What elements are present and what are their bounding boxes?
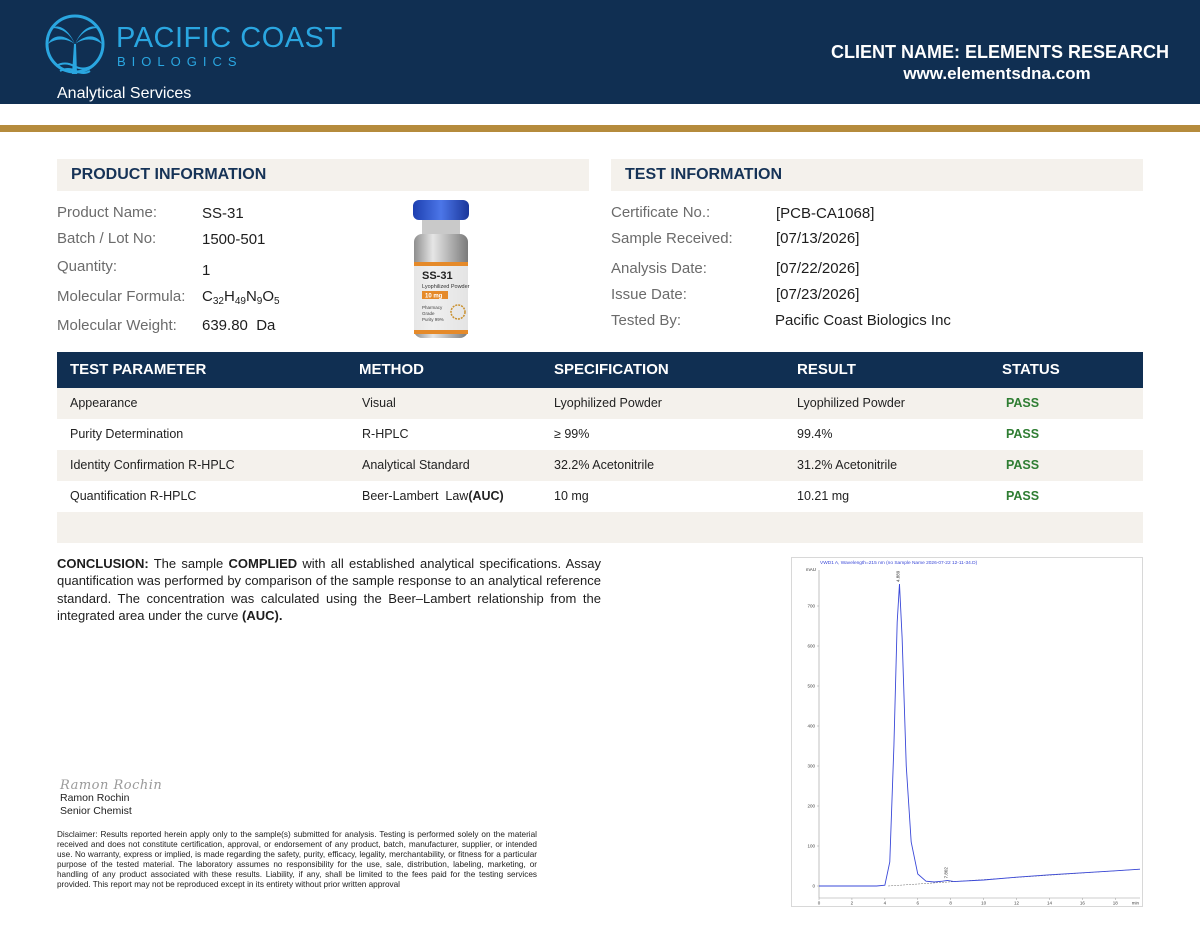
col-header-result: RESULT xyxy=(797,361,856,378)
cell-method: Beer-Lambert Law(AUC) xyxy=(362,489,504,503)
cell-method: Visual xyxy=(362,396,396,410)
vial-note-2: Grade xyxy=(422,311,435,316)
col-header-specification: SPECIFICATION xyxy=(554,361,669,378)
report-header xyxy=(0,0,1200,104)
table-row xyxy=(57,450,1143,481)
table-row xyxy=(57,419,1143,450)
vial-dose: 10 mg xyxy=(425,293,443,300)
table-row xyxy=(57,481,1143,512)
analysis-date-label: Analysis Date: xyxy=(611,260,707,277)
cell-result: Lyophilized Powder xyxy=(797,396,905,410)
cell-status-pass: PASS xyxy=(1006,427,1040,441)
y-tick-label: 400 xyxy=(807,723,815,729)
formula-value: $C_{32}H_{49}N_9O_5$ xyxy=(202,288,280,307)
received-value: [07/13/2026] xyxy=(776,230,860,247)
y-tick-label: 700 xyxy=(807,603,815,609)
tagline: Analytical Services xyxy=(57,85,192,102)
peak-label: 4.889 xyxy=(895,570,901,582)
col-header-parameter: TEST PARAMETER xyxy=(70,361,207,378)
cell-parameter: Purity Determination xyxy=(70,427,184,441)
chromatogram-trace xyxy=(819,584,1140,886)
x-tick-label: 4 xyxy=(883,900,887,906)
x-tick-label: 6 xyxy=(916,900,920,906)
quantity-value: 1 xyxy=(202,262,211,279)
conclusion-text: CONCLUSION: The sample COMPLIED with all established analytical specifications. Assay quantification was performed by comparison of the sample response to an analytical reference standard. The concentration was calculated using the Beer–Lambert relationship from the integrated area under the curve (AUC). xyxy=(57,556,601,624)
weight-value: 639.80 Da xyxy=(202,317,276,334)
x-tick-label: 0 xyxy=(817,900,821,906)
y-tick-label: 0 xyxy=(812,883,815,889)
cell-specification: ≥ 99% xyxy=(554,427,590,441)
y-axis-label: mAU xyxy=(806,567,816,572)
y-tick-label: 300 xyxy=(807,763,815,769)
cell-status-pass: PASS xyxy=(1006,458,1040,472)
brand-subtitle: BIOLOGICS xyxy=(117,54,243,69)
results-table xyxy=(57,352,1143,543)
client-url[interactable]: www.elementsdna.com xyxy=(903,64,1091,83)
test-info-heading: TEST INFORMATION xyxy=(611,159,1143,191)
issue-date-value: [07/23/2026] xyxy=(776,286,860,303)
client-name: CLIENT NAME: ELEMENTS RESEARCH xyxy=(830,42,1169,62)
batch-label: Batch / Lot No: xyxy=(57,230,157,247)
cell-specification: Lyophilized Powder xyxy=(554,396,662,410)
cell-parameter: Appearance xyxy=(70,396,138,410)
weight-label: Molecular Weight: xyxy=(57,317,177,334)
cell-result: 99.4% xyxy=(797,427,833,441)
table-footer-bar xyxy=(57,512,1143,543)
y-tick-label: 600 xyxy=(807,643,815,649)
brand-name: PACIFIC COAST xyxy=(116,22,343,54)
cell-method: Analytical Standard xyxy=(362,458,470,472)
cell-specification: 32.2% Acetonitrile xyxy=(554,458,655,472)
palm-tree-logo-icon xyxy=(42,14,108,80)
certificate-label: Certificate No.: xyxy=(611,204,711,221)
cell-status-pass: PASS xyxy=(1006,396,1040,410)
cell-result: 10.21 mg xyxy=(797,489,850,503)
table-header xyxy=(57,352,1143,388)
product-name-label: Product Name: xyxy=(57,204,158,221)
x-tick-label: 10 xyxy=(981,900,987,906)
x-tick-label: 2 xyxy=(850,900,854,906)
table-row xyxy=(57,388,1143,419)
cell-method: R-HPLC xyxy=(362,427,409,441)
issue-date-label: Issue Date: xyxy=(611,286,687,303)
x-tick-label: 14 xyxy=(1046,900,1052,906)
cell-status-pass: PASS xyxy=(1006,489,1040,503)
analysis-date-value: [07/22/2026] xyxy=(776,260,860,277)
cell-parameter: Quantification R-HPLC xyxy=(70,489,197,503)
batch-value: 1500-501 xyxy=(202,231,266,248)
disclaimer-text: Disclaimer: Results reported herein apply only to the sample(s) submitted for analysis. Testing is performed solely on the material received and does not constitute certification, approval, or endorsement of any product, batch, manufacturer, supplier, or intended use. No warranty, express or implied, is made regarding the safety, purity, efficacy, legality, merchantability, or fitness for a particular purpose of the tested material. The laboratory assumes no responsibility for the use, sale, distribution, labeling, marketing, or handling of any product associated with these results. Liability, if any, shall be limited to the fees paid for the testing services provided. This report may not be reproduced except in its entirety without prior written approval xyxy=(57,830,537,889)
formula-label: Molecular Formula: xyxy=(57,288,186,305)
vial-note-3: Purity 99% xyxy=(422,317,444,322)
x-axis-label: min xyxy=(1131,900,1139,906)
x-tick-label: 8 xyxy=(949,900,952,906)
peak-label: 7.802 xyxy=(943,867,949,879)
y-tick-label: 100 xyxy=(807,843,815,849)
signatory-title: Senior Chemist xyxy=(60,805,132,817)
x-tick-label: 18 xyxy=(1112,900,1118,906)
product-info-heading: PRODUCT INFORMATION xyxy=(57,159,589,191)
cell-parameter: Identity Confirmation R-HPLC xyxy=(70,458,235,472)
chromatogram-svg xyxy=(792,558,1142,906)
x-tick-label: 16 xyxy=(1079,900,1085,906)
received-label: Sample Received: xyxy=(611,230,733,247)
cell-result: 31.2% Acetonitrile xyxy=(797,458,898,472)
certificate-value: [PCB-CA1068] xyxy=(776,205,875,222)
quantity-label: Quantity: xyxy=(57,258,118,275)
col-header-status: STATUS xyxy=(1002,361,1060,378)
product-vial-image xyxy=(410,198,472,340)
signatory-name: Ramon Rochin xyxy=(60,792,130,804)
vial-note-1: Pharmacy xyxy=(422,305,443,310)
hplc-chromatogram xyxy=(791,557,1143,907)
col-header-method: METHOD xyxy=(359,361,424,378)
handwritten-signature: Ramon Rochin xyxy=(60,778,163,793)
y-tick-label: 200 xyxy=(807,803,815,809)
product-name-value: SS-31 xyxy=(202,205,244,222)
cell-specification: 10 mg xyxy=(554,489,589,503)
x-tick-label: 12 xyxy=(1014,900,1020,906)
vial-name: SS-31 xyxy=(422,270,453,282)
gold-divider xyxy=(0,125,1200,132)
chart-title: VWD1 A, Wavelength=215 nm (no Sample Name 2026-07-22 12-11-34.D) xyxy=(820,561,978,566)
vial-sub: Lyophilized Powder xyxy=(422,284,470,290)
tested-by-value: Pacific Coast Biologics Inc xyxy=(775,312,951,329)
y-tick-label: 500 xyxy=(807,683,815,689)
tested-by-label: Tested By: xyxy=(611,312,682,329)
